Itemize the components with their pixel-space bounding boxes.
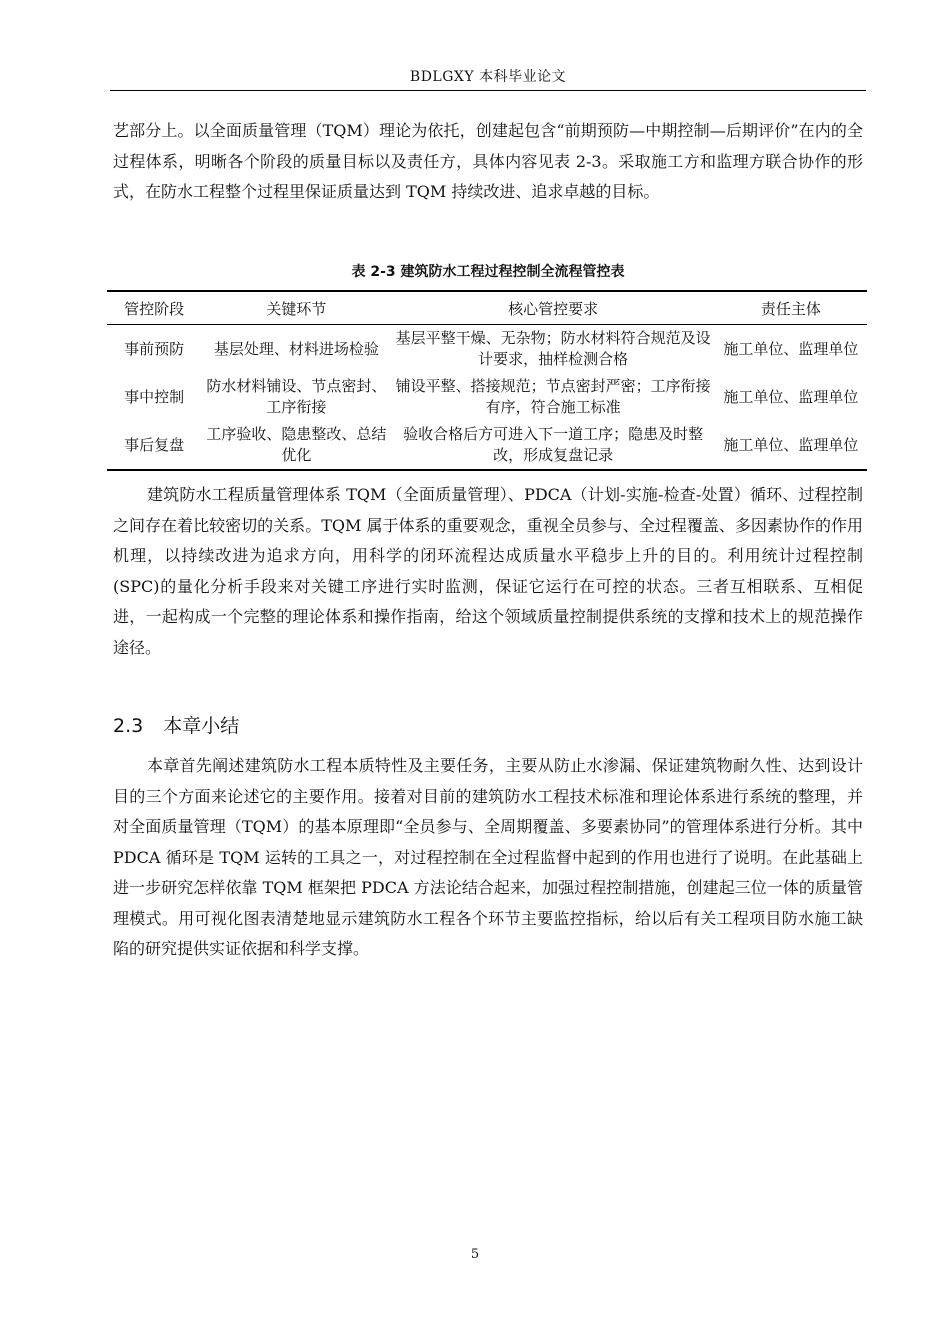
table-cell: 事前预防: [124, 339, 185, 358]
table-header-row: [107, 291, 867, 325]
table-cell: 基层平整干燥、无杂物；防水材料符合规范及设计要求，抽样检测合格: [395, 329, 711, 368]
table-cell: 施工单位、监理单位: [723, 339, 859, 358]
table-header-cell: 核心管控要求: [392, 291, 715, 325]
table-cell: 施工单位、监理单位: [723, 387, 859, 406]
page-number: 5: [470, 1247, 480, 1262]
table-cell: 事后复盘: [107, 421, 201, 470]
paragraph-intro: 艺部分上。以全面质量管理（TQM）理论为依托，创建起包含“前期预防—中期控制—后期评价”在内的全过程体系，明晰各个阶段的质量目标以及责任方，具体内容见表 2-3。采取施工方和监理方联合协作的形式，在防水工程整个过程里保证质量达到 TQM 持续改进、追求卓越的目标。: [113, 121, 863, 201]
process-control-table: [107, 290, 867, 471]
running-header: BDLGXY 本科毕业论文: [409, 69, 567, 85]
table-cell: 防水材料铺设、节点密封、工序衔接: [206, 377, 387, 416]
table-header-cell: 责任主体: [715, 291, 867, 325]
table-cell: 验收合格后方可进入下一道工序；隐患及时整改，形成复盘记录: [392, 421, 715, 470]
table-row: [107, 325, 867, 374]
section-number: 2.3: [113, 715, 144, 737]
table-cell: 事中控制: [124, 387, 185, 406]
table-cell: 铺设平整、搭接规范；节点密封严密；工序衔接有序，符合施工标准: [395, 377, 711, 416]
table-caption: 表 2-3 建筑防水工程过程控制全流程管控表: [351, 264, 625, 280]
table-row: [107, 421, 867, 470]
table-cell: 施工单位、监理单位: [715, 421, 867, 470]
table-cell: 工序验收、隐患整改、总结优化: [201, 421, 391, 470]
table-header-cell: 关键环节: [201, 291, 391, 325]
table-cell: 基层处理、材料进场检验: [213, 339, 379, 358]
paragraph-relationship: 建筑防水工程质量管理体系 TQM（全面质量管理）、PDCA（计划-实施-检查-处置）循环、过程控制之间存在着比较密切的关系。TQM 属于体系的重要观念，重视全员参与、全过程覆盖、多因素协作的作用机理，以持续改进为追求方向，用科学的闭环流程达成质量水平稳步上升的目的。利用统计过程控制(SPC)的量化分析手段来对关键工序进行实时监测，保证它运行在可控的状态。三者互相联系、互相促进，一起构成一个完整的理论体系和操作指南，给这个领域质量控制提供系统的支撑和技术上的规范操作途径。: [113, 485, 863, 657]
table-header-cell: 管控阶段: [107, 291, 201, 325]
section-title-text: 本章小结: [163, 715, 240, 737]
paragraph-summary: 本章首先阐述建筑防水工程本质特性及主要任务，主要从防止水渗漏、保证建筑物耐久性、达到设计目的三个方面来论述它的主要作用。接着对目前的建筑防水工程技术标准和理论体系进行系统的整理，并对全面质量管理（TQM）的基本原理即“全员参与、全周期覆盖、多要素协同”的管理体系进行分析。其中 PDCA 循环是 TQM 运转的工具之一，对过程控制在全过程监督中起到的作用也进行了说明。在此基础上进一步研究怎样依靠 TQM 框架把 PDCA 方法论结合起来，加强过程控制措施，创建起三位一体的质量管理模式。用可视化图表清楚地显示建筑防水工程各个环节主要监控指标，给以后有关工程项目防水施工缺陷的研究提供实证依据和科学支撑。: [113, 756, 863, 958]
section-heading: [113, 711, 239, 738]
table-row: [107, 373, 867, 421]
header-rule: [110, 90, 866, 91]
